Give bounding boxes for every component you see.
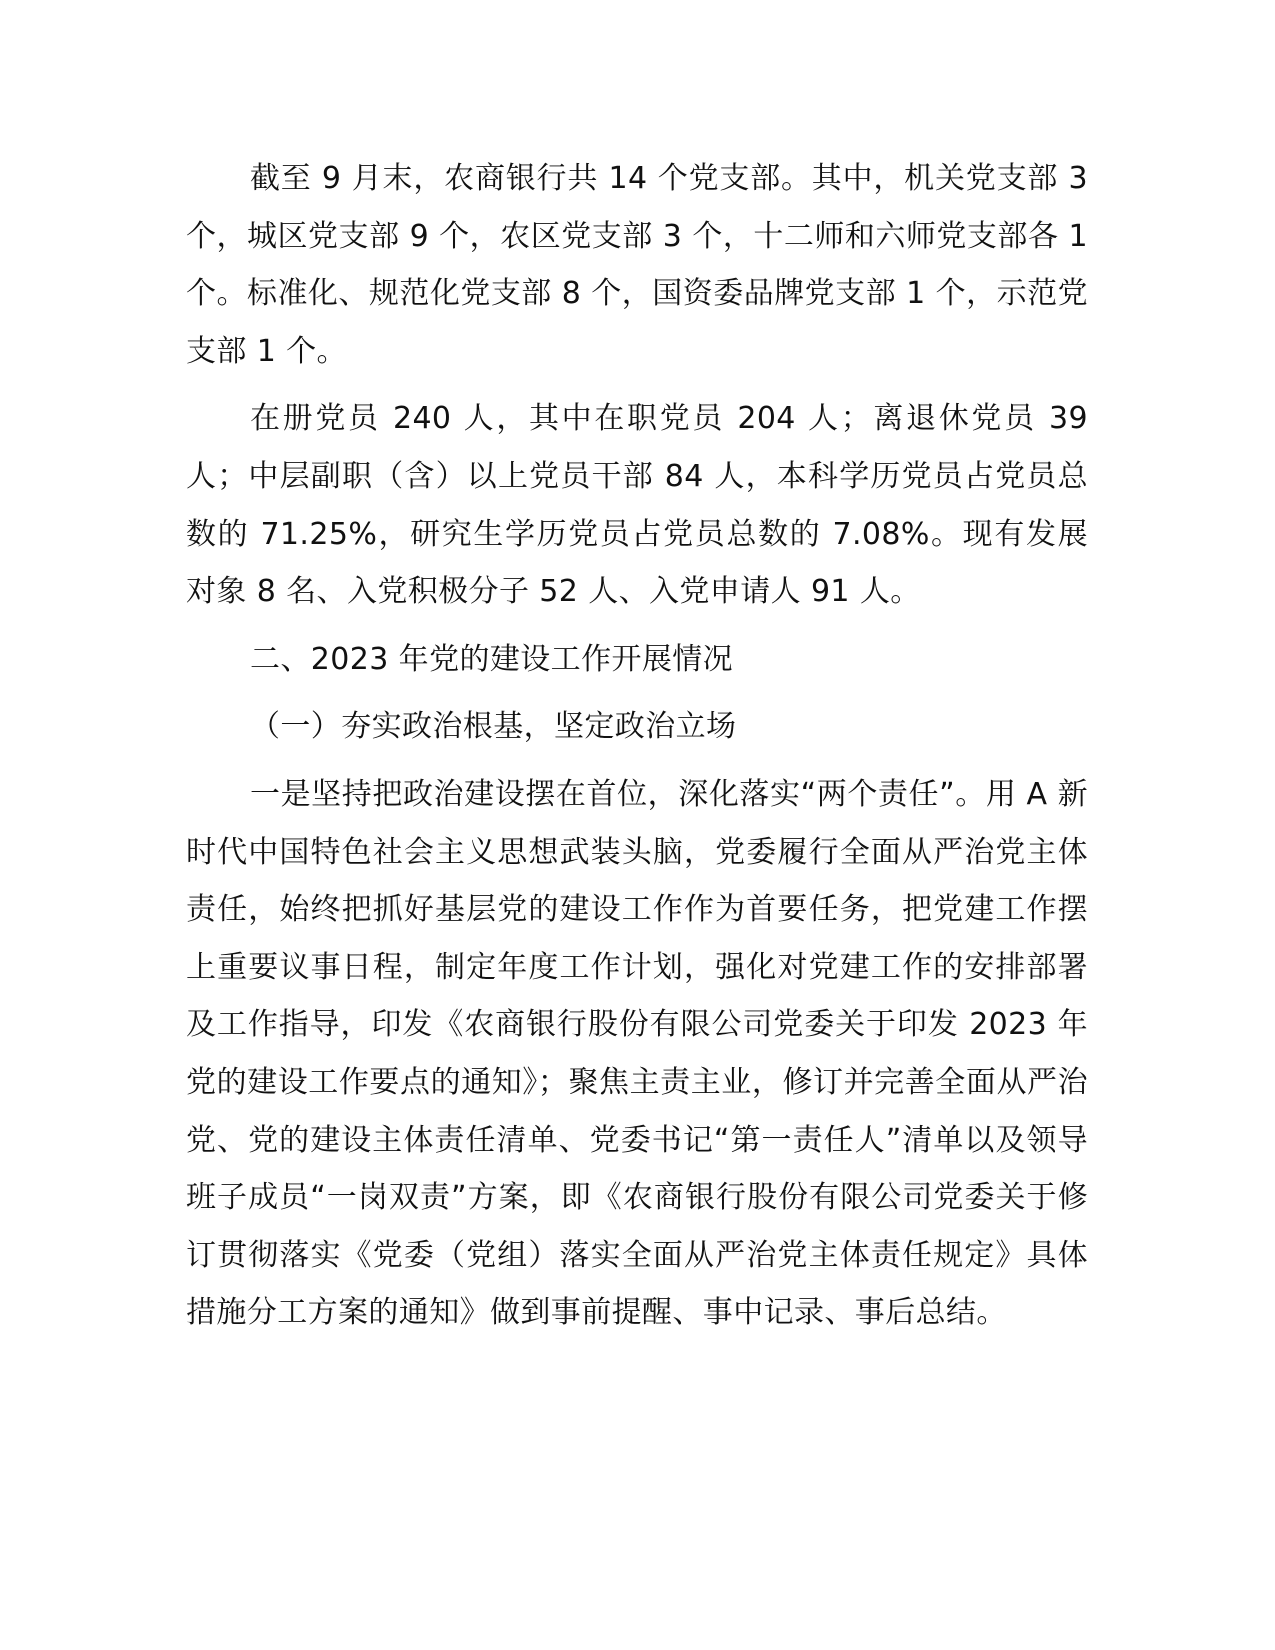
subsection-heading: （一）夯实政治根基，坚定政治立场: [250, 709, 737, 745]
section-heading: 二、2023 年党的建设工作开展情况: [250, 641, 734, 677]
paragraph-branches: 截至 9 月末，农商银行共 14 个党支部。其中，机关党支部 3 个，城区党支部 9 个，农区党支部 3 个，十二师和六师党支部各 1 个。标准化、规范化党支部 8 个，国资委品牌党支部 1 个，示范党支部 1 个。: [186, 161, 1088, 369]
paragraph-political-building: 一是坚持把政治建设摆在首位，深化落实“两个责任”。用 A 新时代中国特色社会主义思想武装头脑，党委履行全面从严治党主体责任，始终把抓好基层党的建设工作作为首要任务，把党建工作摆上重要议事日程，制定年度工作计划，强化对党建工作的安排部署及工作指导，印发《农商银行股份有限公司党委关于印发 2023 年党的建设工作要点的通知》；聚焦主责主业，修订并完善全面从严治党、党的建设主体责任清单、党委书记“第一责任人”清单以及领导班子成员“一岗双责”方案，即《农商银行股份有限公司党委关于修订贯彻落实《党委（党组）落实全面从严治党主体责任规定》具体措施分工方案的通知》做到事前提醒、事中记录、事后总结。: [186, 776, 1088, 1331]
paragraph-members: 在册党员 240 人，其中在职党员 204 人；离退休党员 39 人；中层副职（含）以上党员干部 84 人，本科学历党员占党员总数的 71.25%，研究生学历党员占党员总数的 7.08%。现有发展对象 8 名、入党积极分子 52 人、入党申请人 91 人。: [186, 401, 1088, 610]
document-page: [186, 150, 1088, 1352]
